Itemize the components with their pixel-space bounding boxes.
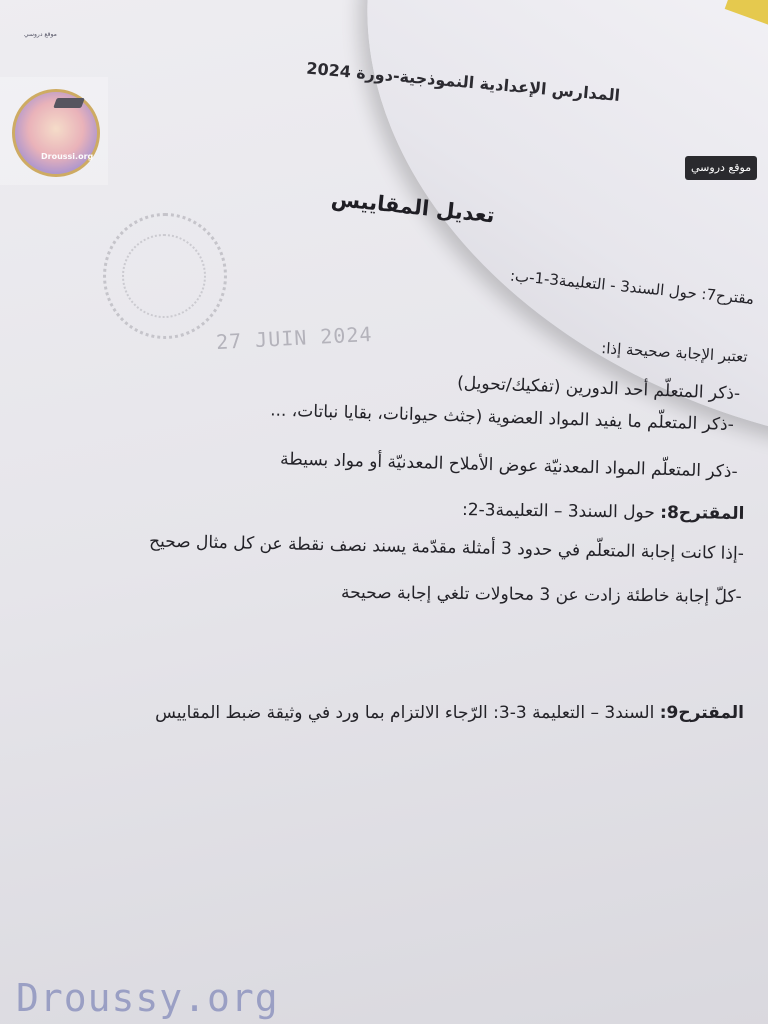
criterion-mineral-matter: -ذكر المتعلّم المواد المعدنيّة عوض الأملاح المعدنيّة أو مواد بسيطة — [280, 449, 739, 482]
site-badge: موقع دروسي — [685, 156, 757, 180]
criterion-roles: -ذكر المتعلّم أحد الدورين (تفكيك/تحويل) — [456, 373, 741, 404]
proposal-9-heading — [155, 703, 744, 723]
proposal-7-heading: مقترح7: حول السند3 - التعليمة3-1-ب: — [509, 266, 755, 308]
logo-text: Droussi.org — [41, 152, 94, 161]
criterion-organic-matter: -ذكر المتعلّم ما يفيد المواد العضوية (جثث حيوانات، بقايا نباتات، ... — [270, 400, 735, 435]
watermark: Droussy.org — [16, 976, 279, 1020]
exam-header: المدارس الإعدادية النموذجية-دورة 2024 — [305, 58, 621, 105]
proposal-8-label: المقترح8: — [659, 502, 745, 524]
seal-inner-ring — [122, 234, 206, 318]
graduation-cap-icon — [53, 98, 85, 108]
droussi-logo — [0, 77, 108, 185]
proposal-8-heading — [461, 500, 744, 524]
official-seal-icon — [103, 213, 227, 339]
site-mark: موقع دروسي — [24, 31, 57, 38]
correct-answer-condition: تعتبر الإجابة صحيحة إذا: — [601, 339, 749, 366]
date-stamp: 27 JUIN 2024 — [215, 321, 374, 355]
proposal-9-text: السند3 – التعليمة 3-3: الرّجاء الالتزام بما ورد في وثيقة ضبط المقاييس — [155, 703, 660, 723]
proposal-8-text: حول السند3 – التعليمة3-2: — [461, 500, 660, 523]
proposal-9-label: المقترح9: — [659, 703, 744, 723]
proposal-8-rule-1: -إذا كانت إجابة المتعلّم في حدود 3 أمثلة مقدّمة يسند نصف نقطة عن كل مثال صحيح — [149, 531, 745, 564]
logo-emblem-icon — [12, 89, 100, 177]
proposal-8-rule-2: -كلّ إجابة خاطئة زادت عن 3 محاولات تلغي إجابة صحيحة — [341, 582, 743, 607]
document-title: تعديل المقاييس — [330, 186, 496, 228]
